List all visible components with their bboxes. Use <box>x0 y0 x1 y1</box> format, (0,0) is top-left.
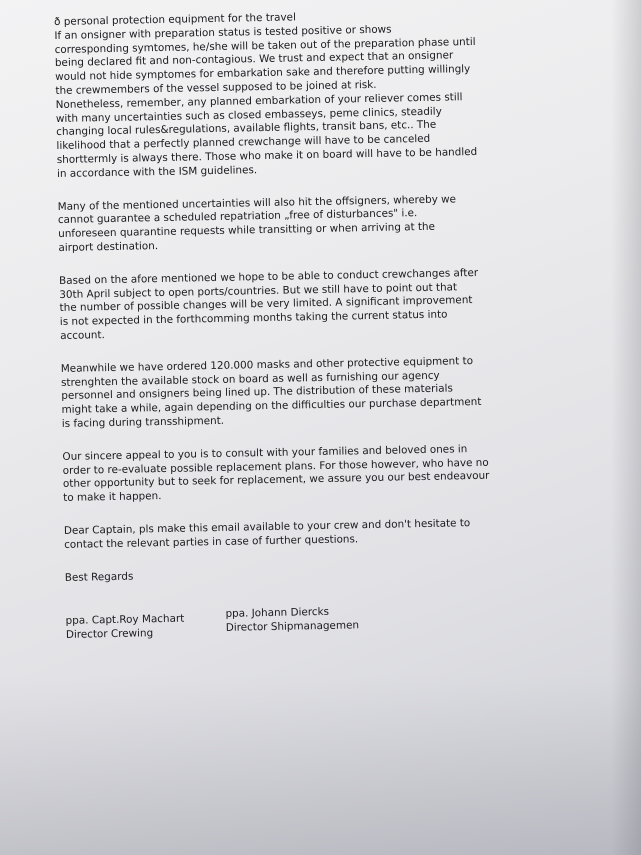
signatory-shipmanagement <box>225 606 359 636</box>
signatory-name: ppa. Capt.Roy Machart <box>65 612 185 628</box>
signature-block <box>66 607 497 655</box>
paragraph-masks-ordered: Meanwhile we have ordered 120.000 masks and other protective equipment to strenghten the available stock on board as well as furnishing our agency personnel and onsigners being lined up. The distribution of these materials might take a while, again depending on the difficulties our purchase department is facing during transshipment. <box>60 354 482 430</box>
page-bottom-shadow <box>0 675 641 855</box>
signatory-crewing <box>66 613 185 643</box>
closing-regards: Best Regards <box>64 570 134 584</box>
signatory-title: Director Crewing <box>65 627 154 641</box>
paragraph-protection-equipment: ð personal protection equipment for the travel If an onsigner with preparation status is tested positive or shows corresponding symtomes, he/she will be taken out of the preparation phase until being declared fit and non-contagious. We trust and expect that an onsigner would not hide symptomes for embarkation sake and therefore putting willingly the crewmembers of the vessel supposed to be joined at risk. Nonetheless, remember, any planned embarkation of your reliever comes still with many uncertainties such as closed embasseys, peme clinics, steadily changing local rules&regulations, available flights, transit bans, etc.. The likelihood that a perfectly planned crewchange will have to be canceled shorttermly is always there. Those who make it on board will have to be handled in accordance with the ISM guidelines. <box>54 11 478 180</box>
paragraph-crewchanges-april: Based on the afore mentioned we hope to be able to conduct crewchanges after 30th April subject to open ports/countries. But we still have to point out that the number of possible changes will be very limited. A significant improvement is not expected in the forthcomming months taking the current status into account. <box>58 266 479 342</box>
paragraph-offsigners: Many of the mentioned uncertainties will also hit the offsigners, whereby we cannot guarantee a scheduled repatriation „free of disturbances" i.e. unforeseen quarantine requests while transitting or when arriving at the airport destination. <box>57 192 457 254</box>
letter-body <box>54 8 496 655</box>
paragraph-dear-captain: Dear Captain, pls make this email available to your crew and don't hesitate to contact the relevant parties in case of further questions. <box>63 517 471 551</box>
signatory-title: Director Shipmanagemen <box>225 619 360 634</box>
paragraph-appeal: Our sincere appeal to you is to consult with your families and beloved ones in order to re-evaluate possible replacement plans. For those however, who have no other opportunity but to seek for replacement, we assure you our best endeavour to make it happen. <box>62 442 490 505</box>
signatory-name: ppa. Johann Diercks <box>225 606 330 621</box>
